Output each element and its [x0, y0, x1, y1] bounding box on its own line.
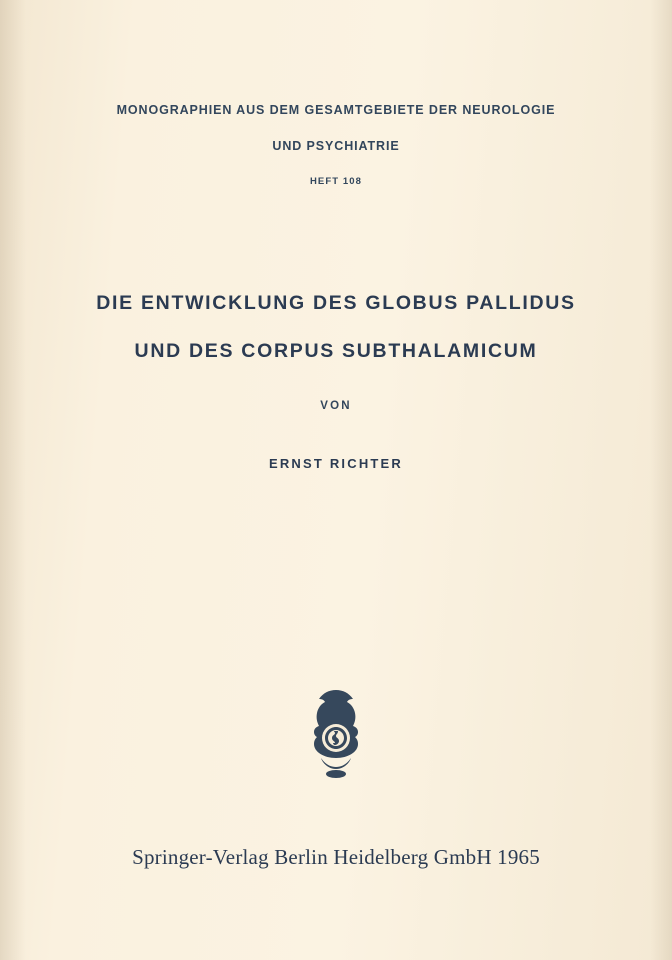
series-title-line-1: MONOGRAPHIEN AUS DEM GESAMTGEBIETE DER NEUROLOGIE	[116, 103, 556, 117]
byline	[0, 400, 672, 471]
author-name: ERNST RICHTER	[268, 456, 404, 471]
title-line-1: DIE ENTWICKLUNG DES GLOBUS PALLIDUS	[96, 292, 576, 314]
series-heading	[0, 104, 672, 187]
series-issue-number: HEFT 108	[309, 175, 363, 187]
byline-preposition: VON	[320, 400, 352, 412]
page-title	[0, 292, 672, 364]
series-title-line-2: UND PSYCHIATRIE	[272, 138, 400, 153]
springer-knight-logo-icon	[0, 686, 672, 782]
publisher-imprint: Springer-Verlag Berlin Heidelberg GmbH 1965	[132, 845, 540, 869]
title-line-2: UND DES CORPUS SUBTHALAMICUM	[134, 340, 538, 363]
